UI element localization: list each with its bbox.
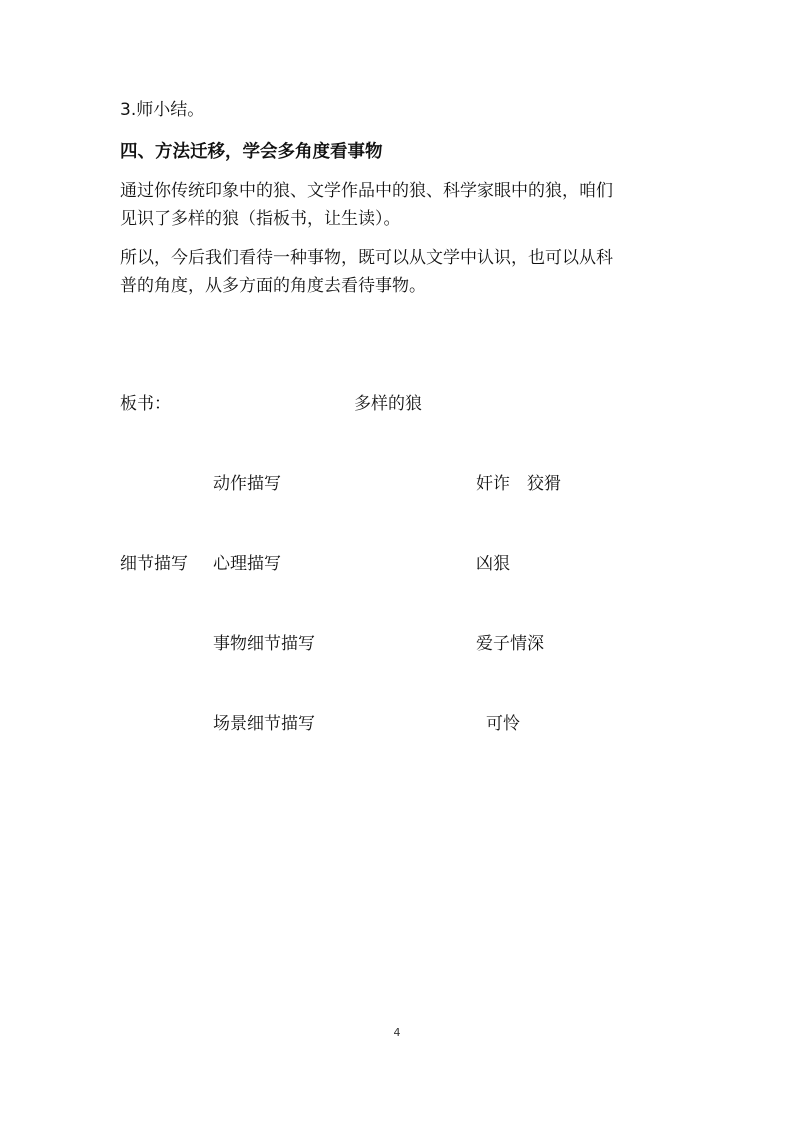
paragraph-1-line-1: 通过你传统印象中的狼、文学作品中的狼、科学家眼中的狼，咱们 — [120, 181, 613, 201]
board-method: 事物细节描写 — [213, 634, 315, 654]
board-method: 动作描写 — [213, 474, 281, 494]
board-title: 多样的狼 — [354, 394, 422, 414]
paragraph-1-line-2: 见识了多样的狼（指板书，让生读）。 — [120, 209, 401, 229]
summary-line: 3.师小结。 — [120, 100, 205, 120]
paragraph-2-line-2: 普的角度，从多方面的角度去看待事物。 — [120, 276, 426, 296]
board-label: 板书： — [120, 394, 171, 414]
board-trait: 凶狠 — [476, 554, 510, 574]
section-heading: 四、方法迁移，学会多角度看事物 — [120, 142, 383, 162]
board-trait: 可怜 — [486, 714, 520, 734]
board-method: 心理描写 — [213, 554, 281, 574]
paragraph-2-line-1: 所以，今后我们看待一种事物，既可以从文学中认识，也可以从科 — [120, 248, 613, 268]
board-group-label: 细节描写 — [120, 554, 188, 574]
board-trait: 爱子情深 — [476, 634, 544, 654]
page-number: 4 — [393, 1026, 401, 1039]
board-trait: 奸诈 狡猾 — [476, 474, 561, 494]
board-method: 场景细节描写 — [213, 714, 315, 734]
